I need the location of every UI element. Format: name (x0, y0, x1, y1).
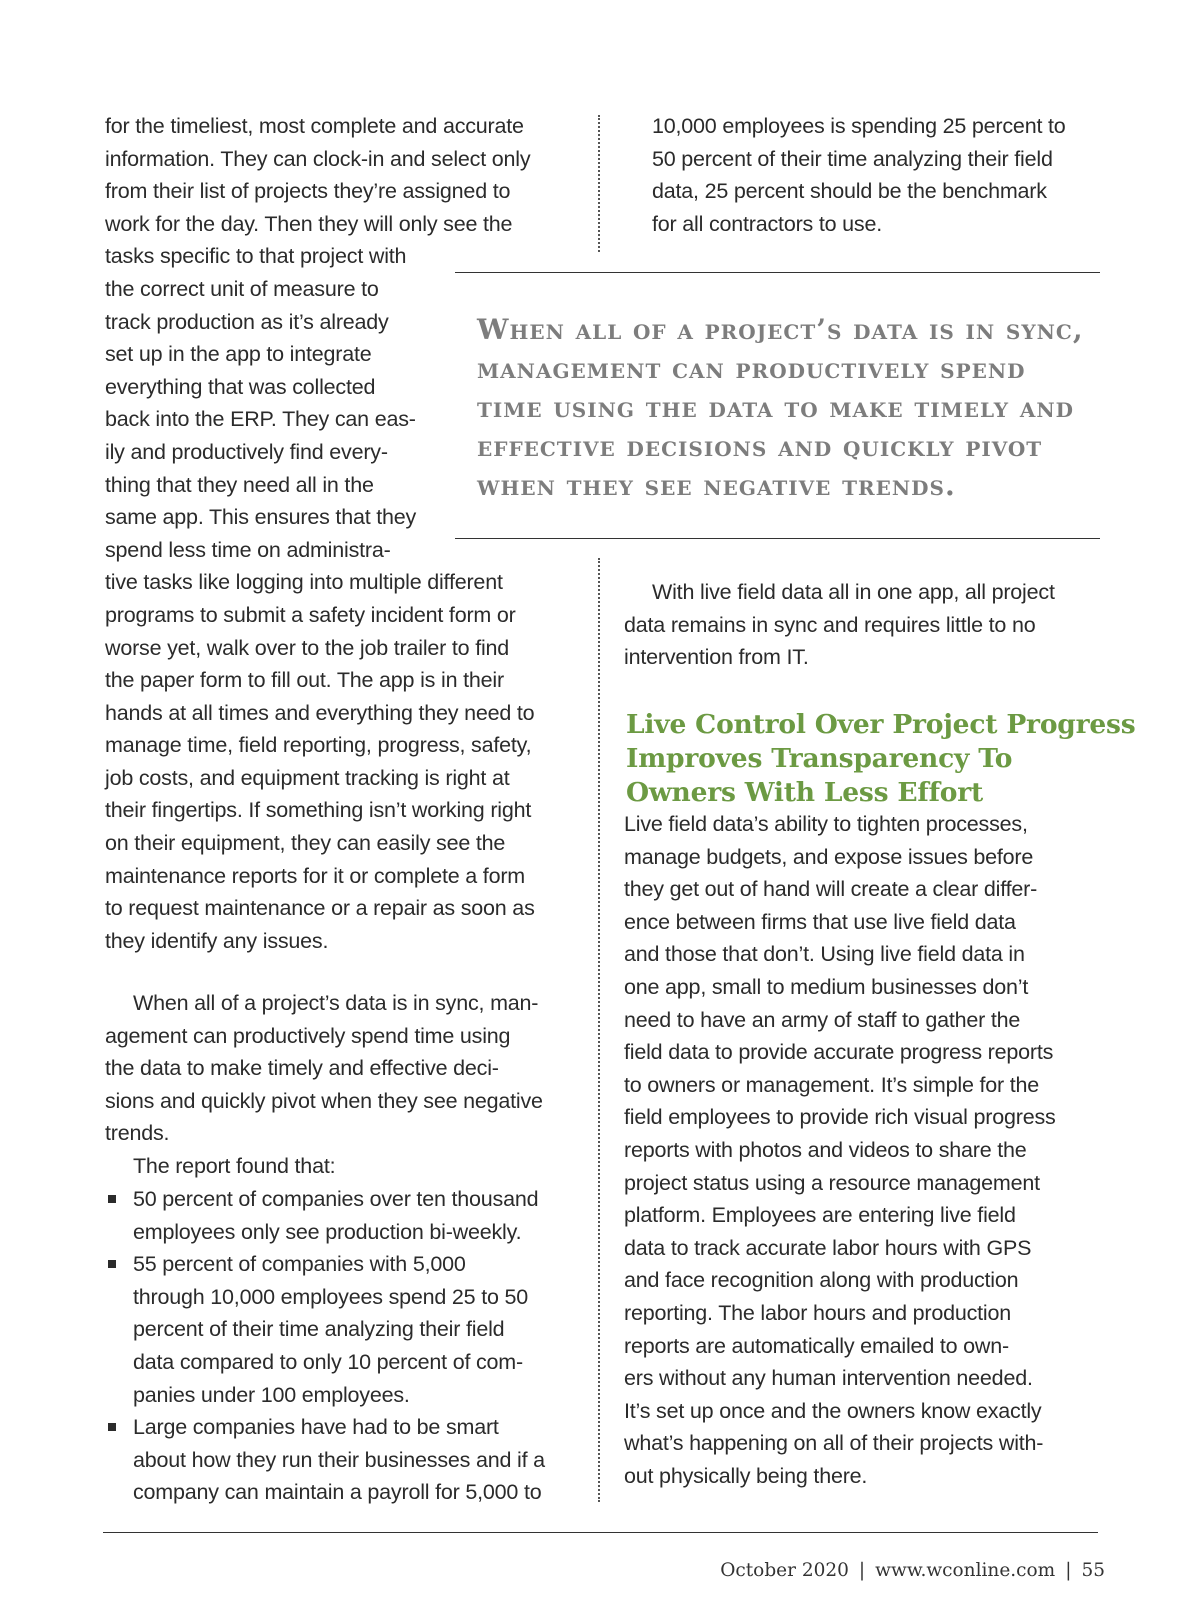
text-line: reporting. The labor hours and production (624, 1300, 1012, 1325)
text-line: everything that was collected (105, 374, 376, 399)
text-line: tive tasks like logging into multiple different (105, 570, 503, 595)
text-line: Improves Transparency To (626, 743, 1013, 774)
text-line: manage time, field reporting, progress, safety, (105, 733, 532, 758)
text-line: 50 percent of their time analyzing their field (652, 146, 1053, 171)
text-line: reports are automatically emailed to own- (624, 1333, 1009, 1358)
text-line: data to track accurate labor hours with GPS (624, 1235, 1032, 1260)
right-paragraph-body (624, 808, 1056, 1492)
text-line: ily and productively find every- (105, 439, 388, 464)
text-line: When all of a project’s data is in sync, man- (133, 991, 539, 1015)
text-line: need to have an army of staff to gather the (624, 1007, 1021, 1032)
footer-separator: | (1065, 1560, 1072, 1581)
text-line: out physically being there. (624, 1463, 868, 1488)
report-intro: The report found that: (133, 1154, 336, 1178)
section-heading (626, 708, 1135, 810)
text-line: to owners or management. It’s simple for the (624, 1072, 1040, 1097)
footer-date: October 2020 (720, 1560, 849, 1581)
text-line: reports with photos and videos to share the (624, 1137, 1027, 1162)
left-paragraph-intro (105, 110, 535, 957)
pull-quote-bottom-rule (455, 538, 1100, 539)
text-line: back into the ERP. They can eas- (105, 407, 416, 432)
text-line: maintenance reports for it or complete a form (105, 863, 525, 888)
text-line: and face recognition along with production (624, 1268, 1019, 1293)
text-line: 50 percent of companies over ten thousand (133, 1187, 539, 1211)
footer (720, 1560, 1105, 1581)
text-line: field employees to provide rich visual progress (624, 1105, 1056, 1130)
text-line: set up in the app to integrate (105, 342, 372, 367)
list-item-text (133, 1183, 545, 1248)
bullet-square-icon (108, 1423, 116, 1431)
text-line: and those that don’t. Using live field data in (624, 942, 1025, 967)
text-line: work for the day. Then they will only see the (105, 211, 513, 236)
text-line: they get out of hand will create a clear differ- (624, 877, 1038, 902)
text-line: 55 percent of companies with 5,000 (133, 1252, 466, 1277)
text-line: Live Control Over Project Progress (626, 709, 1136, 740)
text-line: the correct unit of measure to (105, 276, 379, 301)
list-item-text (133, 1248, 545, 1411)
text-line: worse yet, walk over to the job trailer to find (105, 635, 510, 660)
text-line: effective decisions and quickly pivot (477, 430, 1043, 463)
text-line: platform. Employees are entering live field (624, 1203, 1016, 1228)
text-line: employees only see production bi-weekly. (133, 1219, 522, 1244)
left-paragraph-sync (105, 987, 543, 1150)
text-line: the data to make timely and effective deci- (105, 1056, 499, 1081)
text-line: field data to provide accurate progress reports (624, 1040, 1054, 1065)
text-line: data, 25 percent should be the benchmark (652, 179, 1047, 204)
right-paragraph-live (624, 576, 1055, 674)
text-line: the paper form to fill out. The app is in their (105, 668, 504, 693)
text-line: when they see negative trends. (477, 469, 956, 502)
text-line: for all contractors to use. (652, 211, 883, 236)
text-line: from their list of projects they’re assigned to (105, 179, 511, 204)
list-item-text (133, 1411, 545, 1509)
text-line: information. They can clock-in and select only (105, 146, 531, 171)
text-line: When all of a project’s data is in sync, (477, 313, 1084, 346)
text-line: their fingertips. If something isn’t working right (105, 798, 532, 823)
text-line: Owners With Less Effort (626, 777, 984, 808)
text-line: through 10,000 employees spend 25 to 50 (133, 1284, 529, 1309)
text-line: trends. (105, 1121, 170, 1146)
column-divider-top (598, 115, 600, 252)
text-line: With live field data all in one app, all project (652, 580, 1055, 604)
text-line: It’s set up once and the owners know exactly (624, 1398, 1042, 1423)
text-line: track production as it’s already (105, 309, 389, 334)
text-line: hands at all times and everything they need to (105, 700, 535, 725)
list-item (105, 1411, 545, 1509)
footer-separator: | (858, 1560, 866, 1581)
text-line: one app, small to medium businesses don’t (624, 974, 1029, 999)
column-divider-bottom (598, 558, 600, 1502)
text-line: percent of their time analyzing their field (133, 1317, 505, 1342)
right-paragraph-intro (652, 110, 1066, 240)
text-line: panies under 100 employees. (133, 1382, 410, 1407)
text-line: to request maintenance or a repair as soon as (105, 896, 535, 921)
text-line: Live field data’s ability to tighten processes, (624, 812, 1028, 836)
text-line: ence between firms that use live field data (624, 909, 1016, 934)
bullet-square-icon (108, 1195, 116, 1203)
text-line: project status using a resource management (624, 1170, 1040, 1195)
report-findings-list (105, 1183, 545, 1509)
page-number: 55 (1081, 1560, 1105, 1581)
text-line: ers without any human intervention needed. (624, 1366, 1033, 1391)
pull-quote-top-rule (455, 272, 1100, 273)
text-line: Large companies have had to be smart (133, 1415, 499, 1440)
text-line: manage budgets, and expose issues before (624, 844, 1034, 869)
text-line: programs to submit a safety incident form or (105, 602, 516, 627)
text-line: what’s happening on all of their projects with- (624, 1431, 1044, 1456)
pull-quote (477, 310, 1117, 505)
text-line: agement can productively spend time using (105, 1023, 511, 1048)
list-item (105, 1183, 545, 1248)
text-line: management can productively spend (477, 352, 1026, 385)
text-line: spend less time on administra- (105, 537, 391, 562)
text-line: job costs, and equipment tracking is right at (105, 765, 510, 790)
list-item (105, 1248, 545, 1411)
text-line: data remains in sync and requires little to no (624, 612, 1036, 637)
footer-rule (103, 1532, 1098, 1533)
text-line: for the timeliest, most complete and accurate (105, 114, 524, 138)
text-line: tasks specific to that project with (105, 244, 407, 269)
text-line: same app. This ensures that they (105, 505, 417, 530)
text-line: they identify any issues. (105, 928, 329, 953)
text-line: about how they run their businesses and if a (133, 1447, 545, 1472)
footer-website: www.wconline.com (875, 1560, 1056, 1581)
text-line: company can maintain a payroll for 5,000 to (133, 1480, 542, 1505)
text-line: 10,000 employees is spending 25 percent to (652, 114, 1066, 138)
text-line: intervention from IT. (624, 645, 809, 670)
text-line: time using the data to make timely and (477, 391, 1074, 424)
bullet-square-icon (108, 1260, 116, 1268)
text-line: thing that they need all in the (105, 472, 374, 497)
text-line: on their equipment, they can easily see the (105, 831, 506, 856)
text-line: data compared to only 10 percent of com- (133, 1349, 523, 1374)
text-line: sions and quickly pivot when they see negative (105, 1088, 543, 1113)
